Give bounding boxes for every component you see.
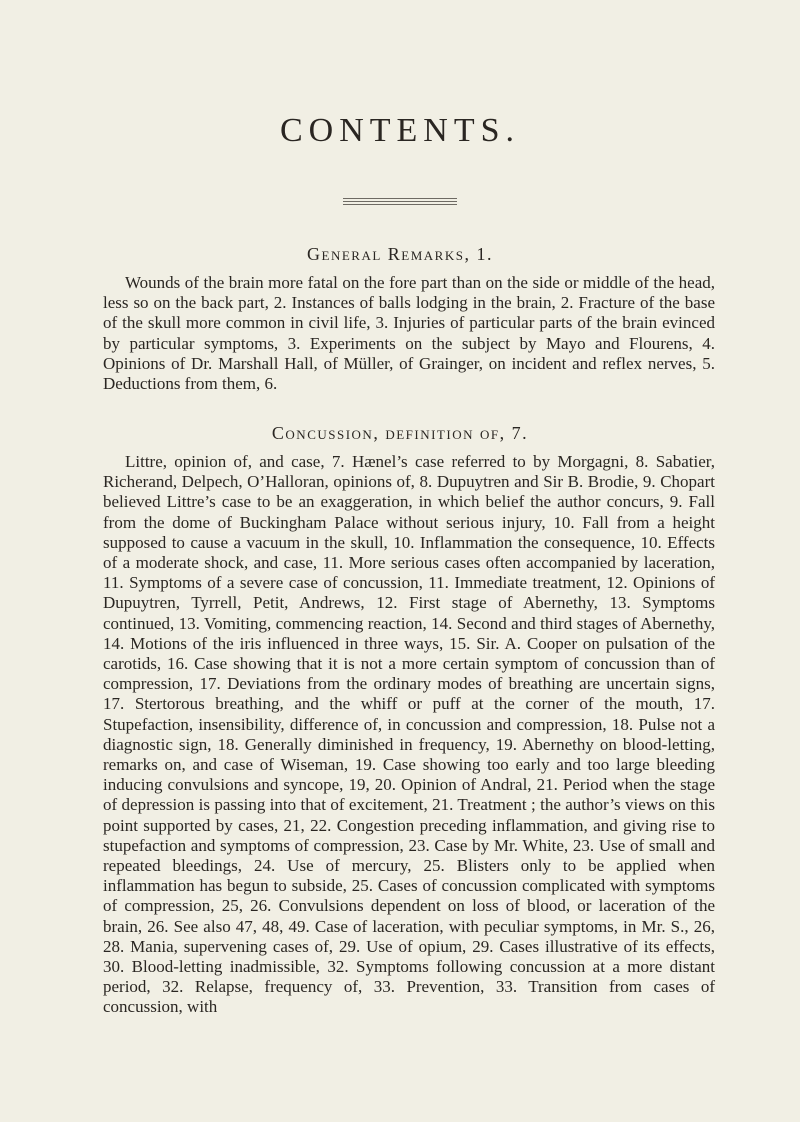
section-text-concussion: Littre, opinion of, and case, 7. Hænel’s case referred to by Morgagni, 8. Sabatier, Richerand, Delpech, O’Halloran, opinions of, 8. Dupuytren and Sir B. Brodie, 9. Chopart believed Littre’s case to be an exaggeration, in which belief the author concurs, 9. Fall from the dome of Buckingham Palace without serious injury, 10. Fall from a height supposed to cause a vacuum in the skull, 10. Inflammation the consequence, 10. Effects of a moderate shock, and case, 11. More serious cases often accompanied by laceration, 11. Symptoms of a severe case of concussion, 11. Immediate treatment, 12. Opinions of Dupuytren, Tyrrell, Petit, Andrews, 12. First stage of Abernethy, 13. Symptoms continued, 13. Vomiting, commencing reaction, 14. Second and third stages of Abernethy, 14. Motions of the iris influenced in three ways, 15. Sir. A. Cooper on pulsation of the carotids, 16. Case showing that it is not a more certain symptom of concussion than of compression, 17. Deviations from the ordinary modes of breathing are uncertain signs, 17. Stertorous breathing, and the whiff or puff at the corner of the mouth, 17. Stupefaction, insensibility, difference of, in concussion and compression, 18. Pulse not a diagnostic sign, 18. Generally diminished in frequency, 19. Abernethy on blood-letting, remarks on, and case of Wiseman, 19. Case showing too early and too large bleeding inducing convulsions and syncope, 19, 20. Opinion of Andral, 21. Period when the stage of depression is passing into that of excitement, 21. Treatment ; the author’s views on this point supported by cases, 21, 22. Congestion preceding inflammation, and giving rise to stupefaction and symptoms of compression, 23. Case by Mr. White, 23. Use of small and repeated bleedings, 24. Use of mercury, 25. Blisters only to be applied when inflammation has begun to subside, 25. Cases of concussion complicated with symptoms of compression, 25, 26. Convulsions dependent on loss of blood, or laceration of the brain, 26. See also 47, 48, 49. Case of laceration, with peculiar symptoms, in Mr. S., 26, 28. Mania, supervening cases of, 29. Use of opium, 29. Cases illustrative of its effects, 30. Blood-letting inadmissible, 32. Symptoms following concussion at a more distant period, 32. Relapse, frequency of, 33. Prevention, 33. Transition from cases of concussion, with (103, 452, 715, 1017)
section-text-general-remarks: Wounds of the brain more fatal on the fore part than on the side or middle of the head, less so on the back part, 2. Instances of balls lodging in the brain, 2. Fracture of the base of the skull more common in civil life, 3. Injuries of particular parts of the brain evinced by particular symptoms, 3. Experiments on the subject by Mayo and Flourens, 4. Opinions of Dr. Marshall Hall, of Müller, of Grainger, on incident and reflex nerves, 5. Deductions from them, 6. (103, 273, 715, 394)
section-heading-concussion: Concussion, definition of, 7. (271, 423, 529, 443)
section-heading-general-remarks: General Remarks, 1. (307, 244, 493, 264)
page-title: CONTENTS. (279, 112, 521, 149)
title-divider-top (343, 198, 457, 199)
title-divider-middle (343, 201, 457, 202)
title-divider-bottom (343, 204, 457, 205)
